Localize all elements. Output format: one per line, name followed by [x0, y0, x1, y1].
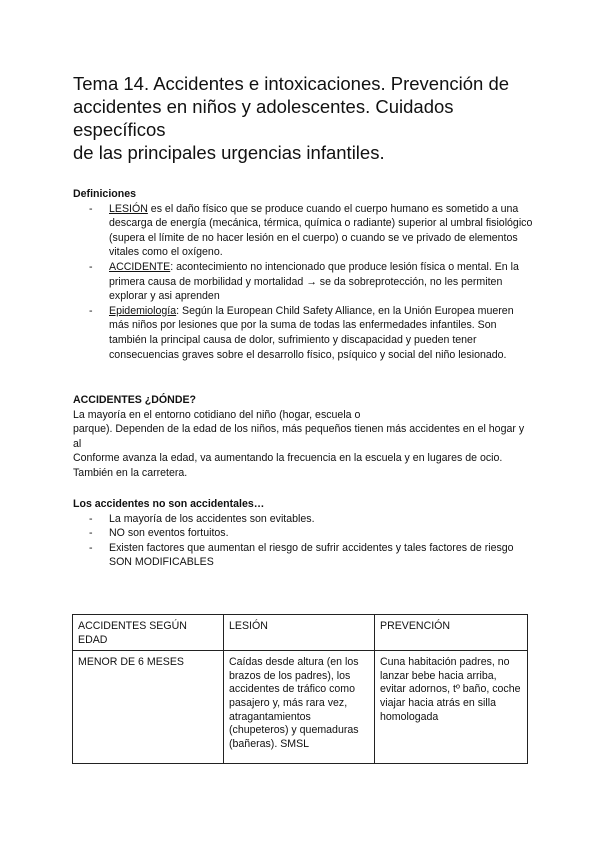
list-item — [89, 202, 533, 260]
list-item — [89, 512, 533, 527]
paragraph: La mayoría en el entorno cotidiano del niño (hogar, escuela o — [73, 408, 361, 421]
paragraph: Conforme avanza la edad, va aumentando la frecuencia en la escuela y en lugares de ocio. También en la carretera. — [73, 452, 503, 479]
accidentes-donde-section — [73, 393, 533, 481]
definiciones-heading: Definiciones — [73, 188, 136, 200]
accidentes-donde-heading: ACCIDENTES ¿DÓNDE? — [73, 394, 197, 406]
list-item — [89, 526, 533, 541]
title-line-4: de las principales urgencias infantiles. — [73, 142, 385, 163]
no-accidentales-list — [73, 512, 533, 570]
header-edad: ACCIDENTES SEGÚN EDAD — [73, 615, 224, 651]
no-accidentales-heading: Los accidentes no son accidentales… — [73, 498, 265, 510]
dash-bullet: - — [89, 541, 93, 554]
definition-text: : Según la European Child Safety Alliance, en la Unión Europea mueren más niños por lesiones que por la suma de todas las enfermedades infantiles. Son también la principal causa de dolor, sufrimiento y discapacidad y pueden tener consecuencias graves sobre el desarrollo físico, psíquico y social del niño lesionado. — [109, 304, 514, 361]
definition-text: : acontecimiento no intencionado que produce lesión física o mental. En la primera causa de morbilidad y mortalidad → se da sobreprotección, no les permiten explorar y asi aprenden — [109, 260, 519, 303]
header-prevencion: PREVENCIÓN — [375, 615, 528, 651]
title-line-2: accidentes en niños y adolescentes. Cuidados — [73, 96, 454, 117]
table-row — [73, 651, 528, 764]
term-accidente: ACCIDENTE — [109, 260, 171, 273]
no-accidentales-section — [73, 497, 533, 570]
dash-bullet: - — [89, 260, 93, 273]
paragraph: parque). Dependen de la edad de los niños, más pequeños tienen más accidentes en el hogar y al — [73, 423, 525, 450]
list-item-text: NO son eventos fortuitos. — [109, 527, 229, 540]
table-header-row — [73, 615, 528, 651]
dash-bullet: - — [89, 202, 93, 215]
title-line-3: específicos — [73, 119, 166, 140]
definiciones-list — [73, 202, 533, 363]
list-item — [89, 304, 533, 362]
dash-bullet: - — [89, 304, 93, 317]
list-item-text: Existen factores que aumentan el riesgo de sufrir accidentes y tales factores de riesgo SON MODIFICABLES — [109, 541, 514, 569]
definiciones-section — [73, 187, 533, 362]
page-title — [73, 72, 543, 164]
list-item-text: La mayoría de los accidentes son evitables. — [109, 512, 315, 525]
title-line-1: Tema 14. Accidentes e intoxicaciones. Prevención de — [73, 73, 510, 94]
header-lesion: LESIÓN — [224, 615, 375, 651]
cell-lesion: Caídas desde altura (en los brazos de los padres), los accidentes de tráfico como pasajero y, más rara vez, atragantamientos (chupeteros) y quemaduras (bañeras). SMSL — [224, 651, 375, 764]
term-epidemiologia: Epidemiología — [109, 304, 177, 317]
dash-bullet: - — [89, 512, 93, 525]
term-lesion: LESIÓN — [109, 202, 148, 215]
list-item — [89, 260, 533, 304]
definition-text: es el daño físico que se produce cuando el cuerpo humano es sometido a una descarga de energía (mecánica, térmica, química o radiante) superior al umbral fisiológico (supera el límite de no hacer lesión en el cuerpo) o cuando se ve privado de elementos vitales como el oxígeno. — [109, 202, 533, 259]
list-item — [89, 541, 533, 570]
accidentes-table — [72, 614, 528, 764]
cell-prevencion: Cuna habitación padres, no lanzar bebe hacia arriba, evitar adornos, tº baño, coche viajar hacia atrás en silla homologada — [375, 651, 528, 764]
cell-edad: MENOR DE 6 MESES — [73, 651, 224, 764]
dash-bullet: - — [89, 527, 93, 540]
